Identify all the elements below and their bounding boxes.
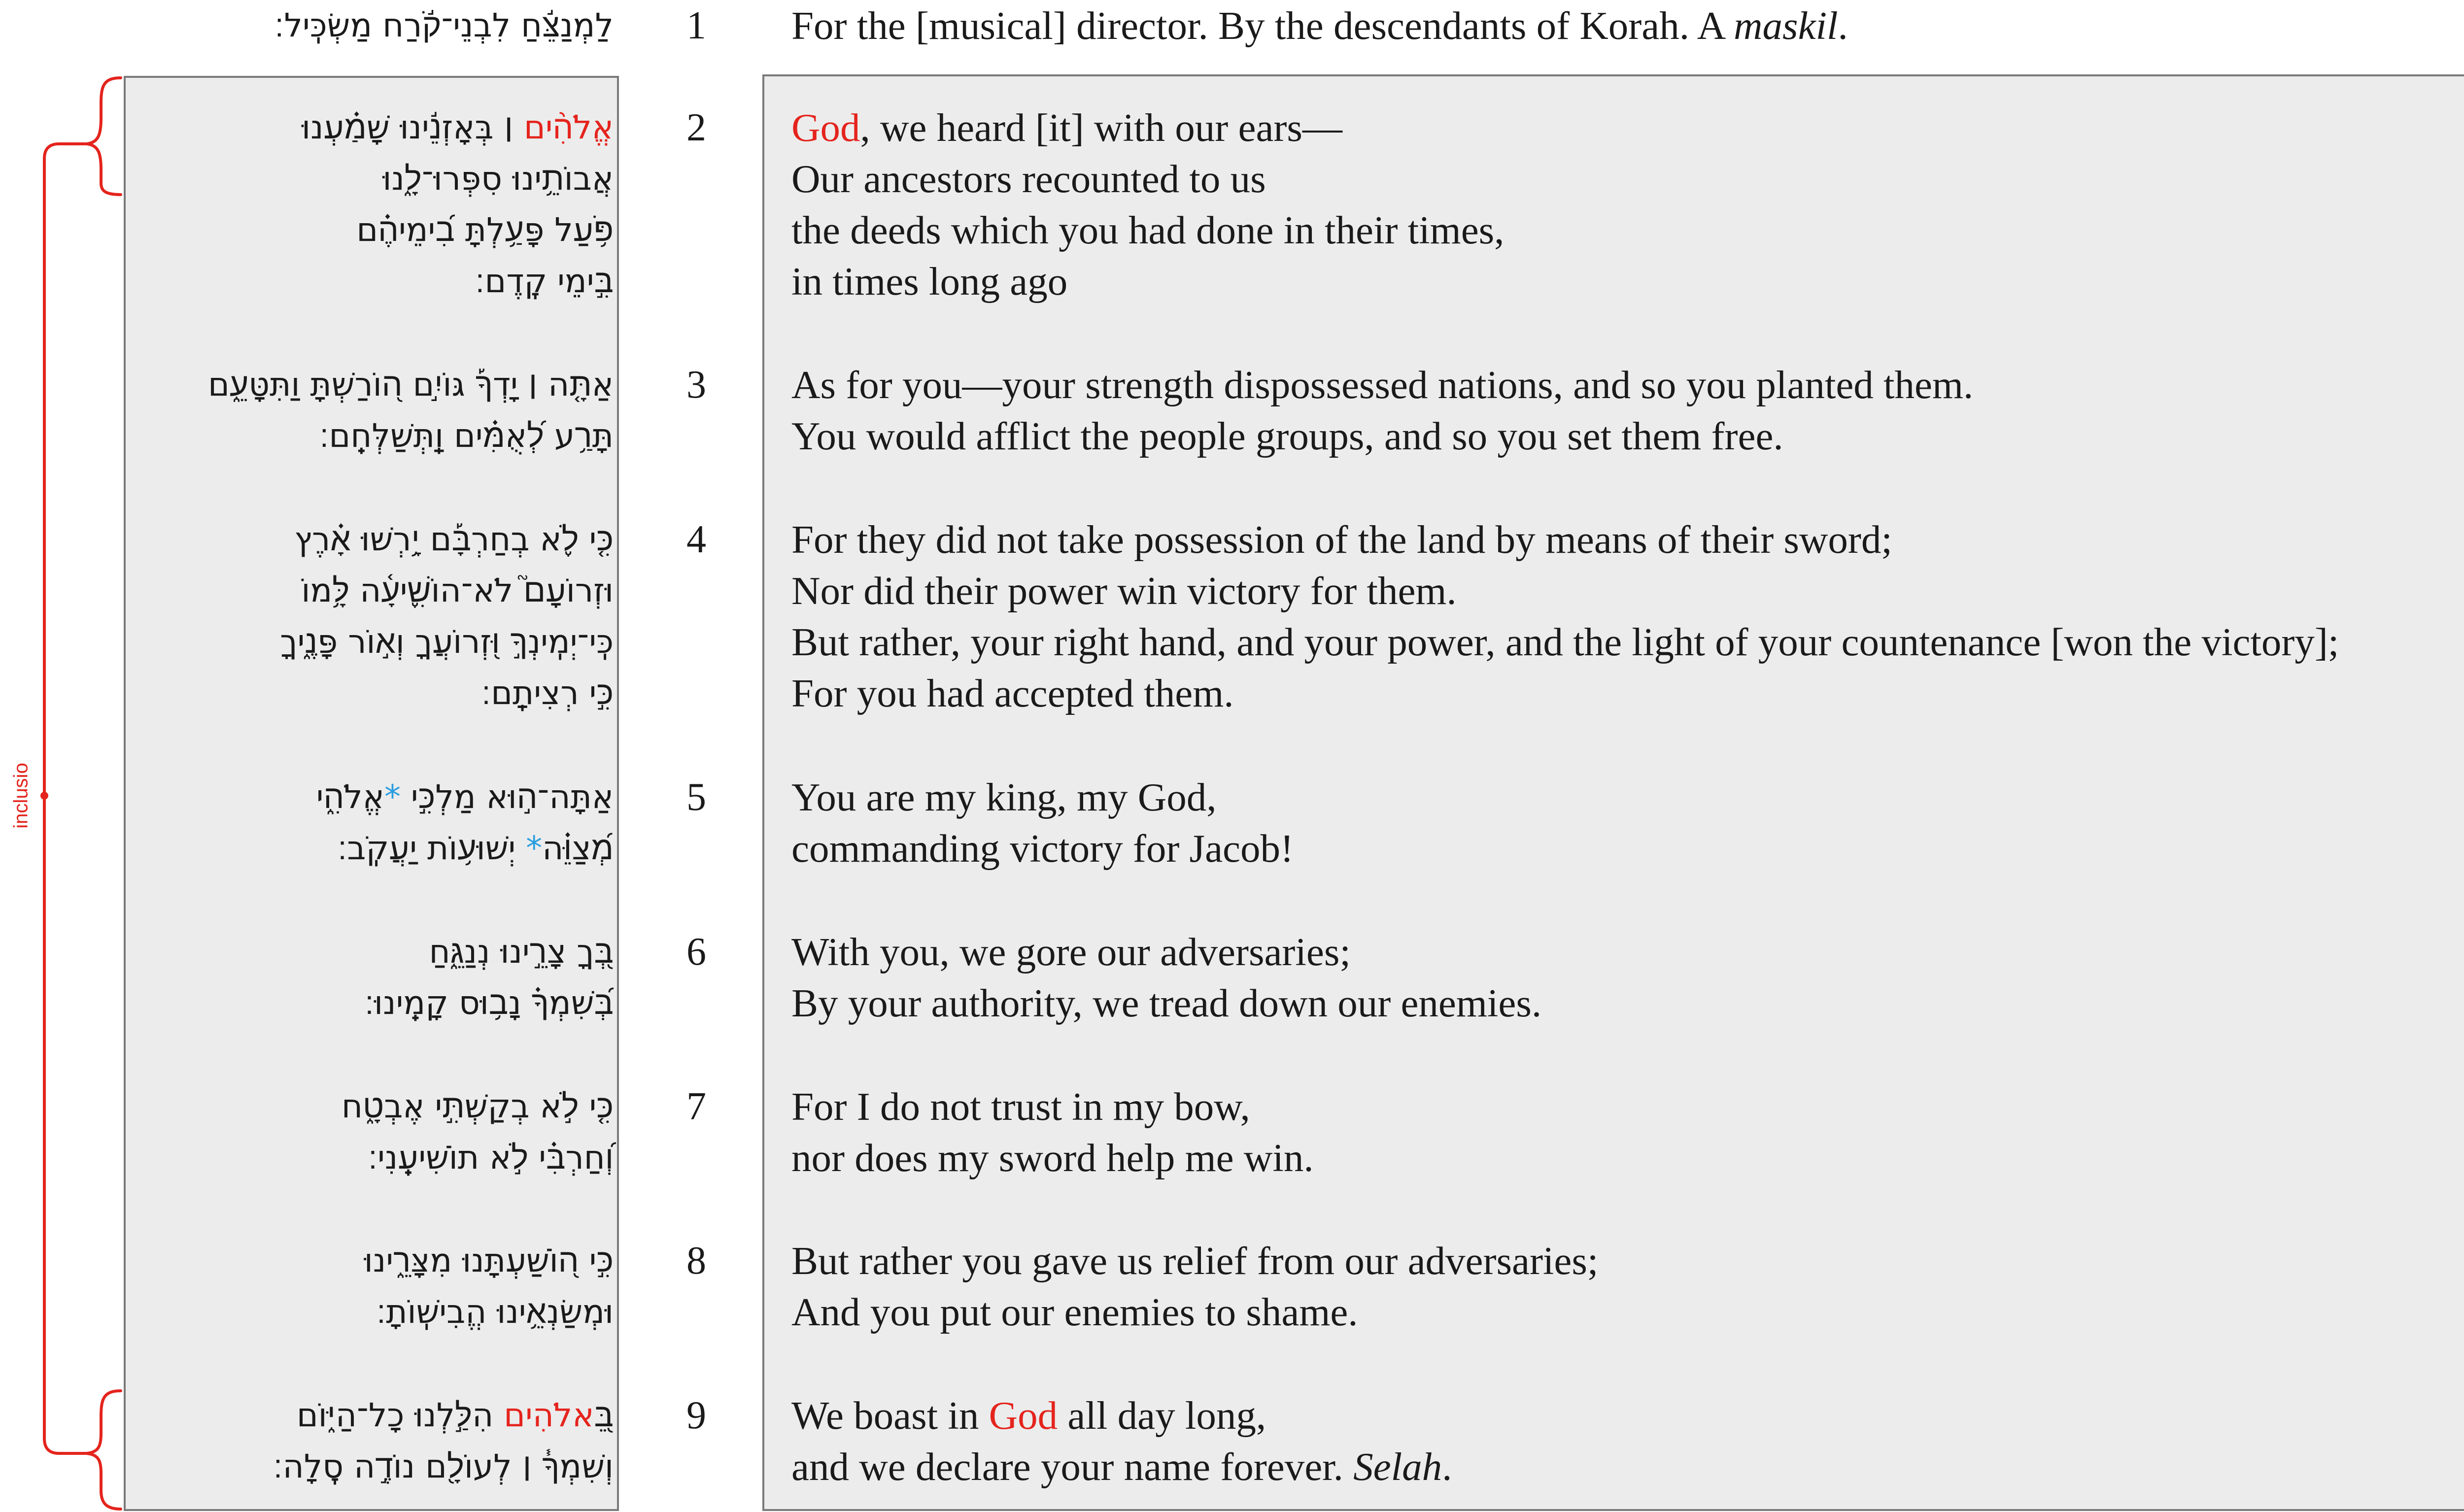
hebrew-line: בְּ֝שִׁמְךָ֗ נָב֥וּס קָמֵֽינוּ׃ <box>364 984 614 1022</box>
english-line: Our ancestors recounted to us <box>791 157 1266 201</box>
hebrew-line: כִּ֤י לֹ֪א בְחַרְבָּ֡ם יָ֥רְשׁוּ אָ֗רֶץ <box>294 520 614 558</box>
hebrew-line: לַמְנַצֵּ֬חַ לִבְנֵי־קֹ֬רַח מַשְׂכִּֽיל׃ <box>274 6 614 44</box>
hebrew-line: אֱלֹהִ֨ים ׀ בְּאָזְנֵ֬ינוּ שָׁמַ֗עְנוּ <box>302 108 614 146</box>
english-verse-4 <box>791 514 2339 719</box>
hebrew-verse-3 <box>208 359 614 462</box>
hebrew-line: אַתָּ֤ה ׀ יָדְךָ֡ גּוֹיִ֣ם ה֭וֹרַשְׁתָּ וַתִּטָּעֵ֑ם <box>208 366 614 403</box>
hebrew-line: אַתָּה־ה֣וּא מַלְכִּ֣י *אֱלֹהִ֑י <box>316 778 614 816</box>
english-line: For the [musical] director. By the descendants of Korah. A maskil. <box>791 3 1848 48</box>
hebrew-verse-5 <box>316 772 614 874</box>
divine-name: God <box>791 105 860 150</box>
english-line: But rather you gave us relief from our adversaries; <box>791 1239 1599 1283</box>
english-line: You would afflict the people groups, and so you set them free. <box>791 414 1783 458</box>
english-verse-5 <box>791 772 1294 874</box>
english-verse-7 <box>791 1081 1314 1183</box>
hebrew-line: כִּ֣י ה֭וֹשַׁעְתָּנוּ מִצָּרֵ֑ינוּ <box>364 1242 614 1279</box>
hebrew-line: מְ֝צַוֵּ֗ה* יְשׁוּע֥וֹת יַעֲקֹֽב׃ <box>337 829 614 867</box>
english-line: By your authority, we tread down our enemies. <box>791 981 1542 1025</box>
english-line: We boast in God all day long, <box>791 1393 1266 1438</box>
english-line: As for you—your strength dispossessed nations, and so you planted them. <box>791 363 1974 407</box>
english-verse-9 <box>791 1390 1452 1492</box>
english-line: in times long ago <box>791 259 1068 303</box>
english-line: You are my king, my God, <box>791 775 1217 819</box>
bottom-brace <box>86 1391 121 1509</box>
hebrew-line: וְ֝חַרְבִּ֗י לֹ֣א תוֹשִׁיעֵֽנִי׃ <box>368 1139 614 1176</box>
asterisk-marker: * <box>526 829 543 867</box>
english-verse-6 <box>791 926 1541 1029</box>
english-verse-8 <box>791 1235 1598 1338</box>
english-line: For you had accepted them. <box>791 671 1234 715</box>
hebrew-verse-7 <box>342 1081 614 1183</box>
english-line: and we declare your name forever. Selah. <box>791 1445 1452 1489</box>
english-line: With you, we gore our adversaries; <box>791 930 1351 974</box>
english-line: nor does my sword help me win. <box>791 1136 1314 1180</box>
english-line: Nor did their power win victory for them. <box>791 569 1457 613</box>
hebrew-verse-9 <box>273 1390 614 1492</box>
divine-name: אלֹהִים <box>504 1396 594 1434</box>
english-verse-2 <box>791 102 1504 307</box>
inclusio-label: inclusio <box>10 763 32 829</box>
asterisk-marker: * <box>384 778 401 816</box>
english-line: the deeds which you had done in their times, <box>791 208 1505 252</box>
english-line: For they did not take possession of the land by means of their sword; <box>791 517 1892 562</box>
divine-name: God <box>989 1393 1058 1438</box>
hebrew-line: וּמְשַׂנְאֵ֥ינוּ הֱבִישֽׁוֹתָ׃ <box>376 1293 614 1331</box>
english-line: commanding victory for Jacob! <box>791 826 1294 871</box>
hebrew-verse-6 <box>365 926 614 1029</box>
english-line: But rather, your right hand, and your power, and the light of your countenance [won the victory]; <box>791 620 2339 664</box>
hebrew-line: כִּ֣י רְצִיתָֽם׃ <box>481 674 614 712</box>
bracket-midpoint <box>40 792 48 800</box>
hebrew-verse-2 <box>302 102 614 307</box>
english-verse-3 <box>791 359 1973 462</box>
hebrew-line: בֵּ֭אלֹהִים הִלַּ֣לְנוּ כָל־הַיּ֑וֹם <box>296 1396 614 1434</box>
hebrew-line: פֹּ֥עַל פָּעַ֥לְתָּ בִ֝ימֵיהֶ֗ם <box>356 211 614 249</box>
hebrew-line: אֲבוֹתֵ֥ינוּ סִפְּרוּ־לָ֑נוּ <box>382 160 614 198</box>
hebrew-verse-8 <box>364 1235 614 1338</box>
hebrew-line: בִּ֣ימֵי קֶֽדֶם׃ <box>475 262 614 300</box>
hebrew-line: כִּֽי־יְמִֽינְךָ֣ וּ֭זְרוֹעֲךָ וְא֣וֹר פָּנֶ֑יךָ <box>280 623 614 661</box>
hebrew-line: כִּ֤י לֹ֣א בְקַשְׁתִּ֣י אֶבְטָ֑ח <box>341 1087 614 1125</box>
english-line: And you put our enemies to shame. <box>791 1290 1358 1334</box>
english-line: God, we heard [it] with our ears— <box>791 105 1342 150</box>
inclusio-bracket <box>0 0 128 1512</box>
hebrew-line: תָּרַ֥ע לְ֝אֻמִּ֗ים וַֽתְּשַׁלְּחֵֽם׃ <box>319 417 614 455</box>
hebrew-verse-1 <box>274 0 614 51</box>
english-verse-1 <box>791 0 1848 51</box>
divine-name: אֱלֹהִ֨ים <box>523 108 614 146</box>
hebrew-verse-4 <box>280 514 614 719</box>
hebrew-line: בְּ֭ךָ צָרֵ֣ינוּ נְנַגֵּ֑חַ <box>429 933 614 971</box>
outer-bracket <box>44 144 86 1453</box>
top-brace <box>86 78 121 195</box>
hebrew-line: וּזְרוֹעָם֮ לֹא־הוֹשִׁ֪יעָ֫ה לָּ֥מוֹ <box>301 571 614 609</box>
hebrew-line: וְשִׁמְךָ֓ ׀ לְעוֹלָ֖ם נוֹדֶ֣ה סֶֽלָה׃ <box>273 1447 614 1485</box>
english-line: For I do not trust in my bow, <box>791 1084 1250 1129</box>
